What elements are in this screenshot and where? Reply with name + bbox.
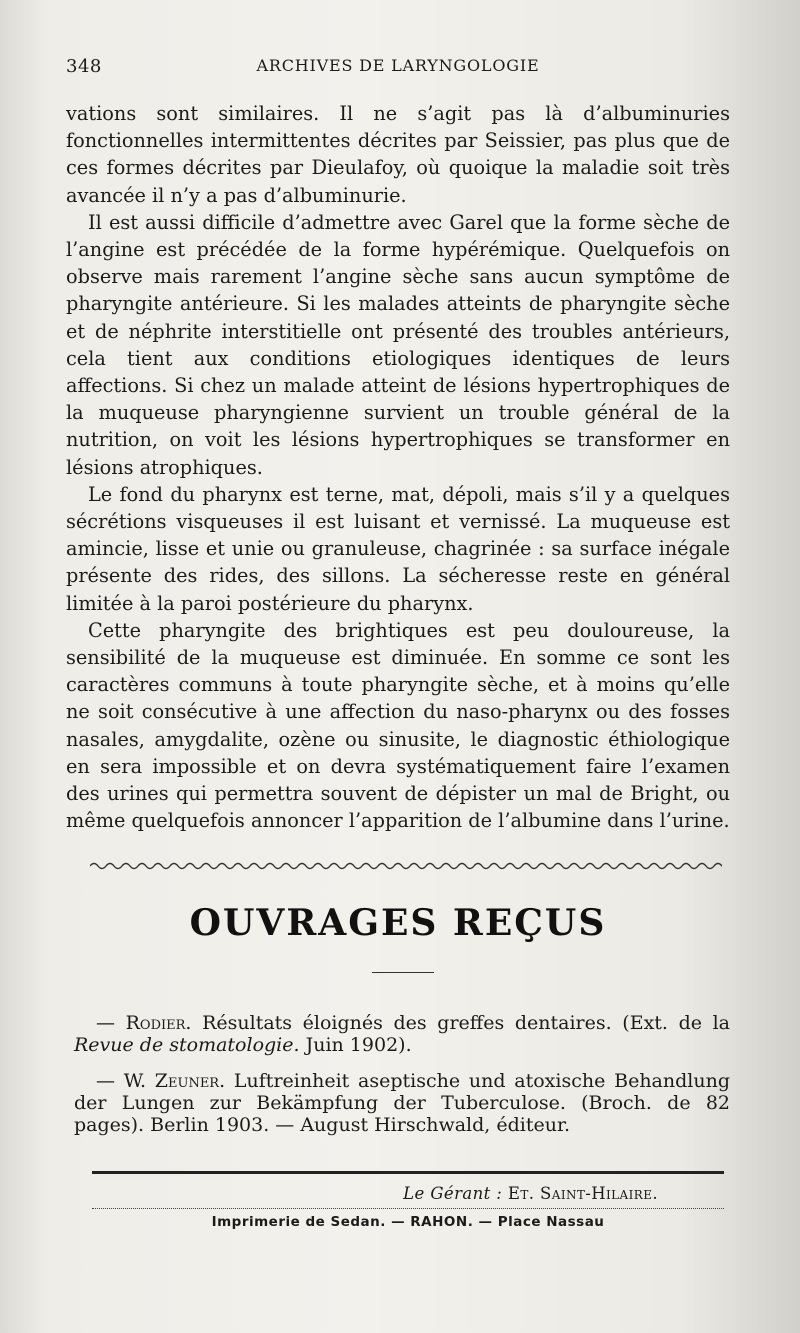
- entry-journal: Revue de stomatologie.: [74, 1034, 300, 1056]
- section-title: OUVRAGES REÇUS: [189, 902, 607, 944]
- entry-author: Rodier.: [125, 1012, 192, 1034]
- gerant-name: Et. Saint-Hilaire.: [507, 1184, 658, 1203]
- body-text: [66, 100, 730, 834]
- entry-text: Luftreinheit aseptische und atoxische Behandlung der Lungen zur Bekämpfung der Tuberculose. (Broch. de 82 pages). Berlin 1903. — August Hirschwald, éditeur.: [74, 1070, 731, 1136]
- list-item: — Rodier. Résultats éloignés des greffes dentaires. (Ext. de la Revue de stomatologie. Juin 1902).: [74, 1012, 730, 1056]
- entry-date: Juin 1902).: [305, 1034, 412, 1056]
- gerant-label: Le Gérant :: [403, 1184, 503, 1203]
- received-works-list: [74, 1012, 730, 1150]
- page-header: [66, 52, 730, 88]
- footer-rule: [92, 1171, 724, 1174]
- paragraph: vations sont similaires. Il ne s’agit pas là d’albuminuries fonctionnelles intermittentes décrites par Seissier, pas plus que de ces formes décrites par Dieulafoy, où quoique la maladie soit très avancée il n’y a pas d’albuminurie.: [66, 102, 730, 207]
- entry-text: Résultats éloignés des greffes dentaires. (Ext. de la: [202, 1012, 730, 1034]
- page-number: 348: [66, 56, 102, 77]
- dotted-rule: [92, 1208, 724, 1209]
- paragraph: Cette pharyngite des brightiques est peu douloureuse, la sensibilité de la muqueuse est diminuée. En somme ce sont les caractères communs à toute pharyngite sèche, et à moins qu’elle ne soit consécutive à une affection du naso-pharynx ou des fosses nasales, amygdalite, ozène ou sinusite, le diagnostic éthiologique en sera impossible et on devra systématiquement faire l’examen des urines qui permettra souvent de dépister un mal de Bright, ou même quelquefois annoncer l’apparition de l’albumine dans l’urine.: [66, 618, 730, 833]
- running-title: ARCHIVES DE LARYNGOLOGIE: [256, 56, 540, 75]
- wavy-separator: [90, 860, 722, 872]
- paragraph: Il est aussi difficile d’admettre avec Garel que la forme sèche de l’angine est précédée de la forme hypérémique. Quelquefois on observe mais rarement l’angine sèche sans aucun symptôme de pharyngite antérieure. Si les malades atteints de pharyngite sèche et de néphrite interstitielle ont présenté des troubles antérieurs, cela tient aux conditions etiologiques identiques de leurs affections. Si chez un malade atteint de lésions hypertrophiques de la muqueuse pharyngienne survient un trouble général de la nutrition, on voit les lésions hypertrophiques se transformer en lésions atrophiques.: [66, 210, 730, 479]
- list-item: — W. Zeuner. Luftreinheit aseptische und atoxische Behandlung der Lungen zur Bekämpfung der Tuberculose. (Broch. de 82 pages). Berlin 1903. — August Hirschwald, éditeur.: [74, 1070, 731, 1136]
- printer-imprint: Imprimerie de Sedan. — RAHON. — Place Nassau: [211, 1214, 605, 1230]
- paragraph: Le fond du pharynx est terne, mat, dépoli, mais s’il y a quelques sécrétions visqueuses il est luisant et vernissé. La muqueuse est amincie, lisse et unie ou granuleuse, chagrinée : sa surface inégale présente des rides, des sillons. La sécheresse reste en général limitée à la paroi postérieure du pharynx.: [66, 482, 730, 615]
- entry-author: W. Zeuner.: [123, 1070, 226, 1092]
- short-rule: [372, 972, 434, 973]
- gerant-line: [92, 1184, 658, 1203]
